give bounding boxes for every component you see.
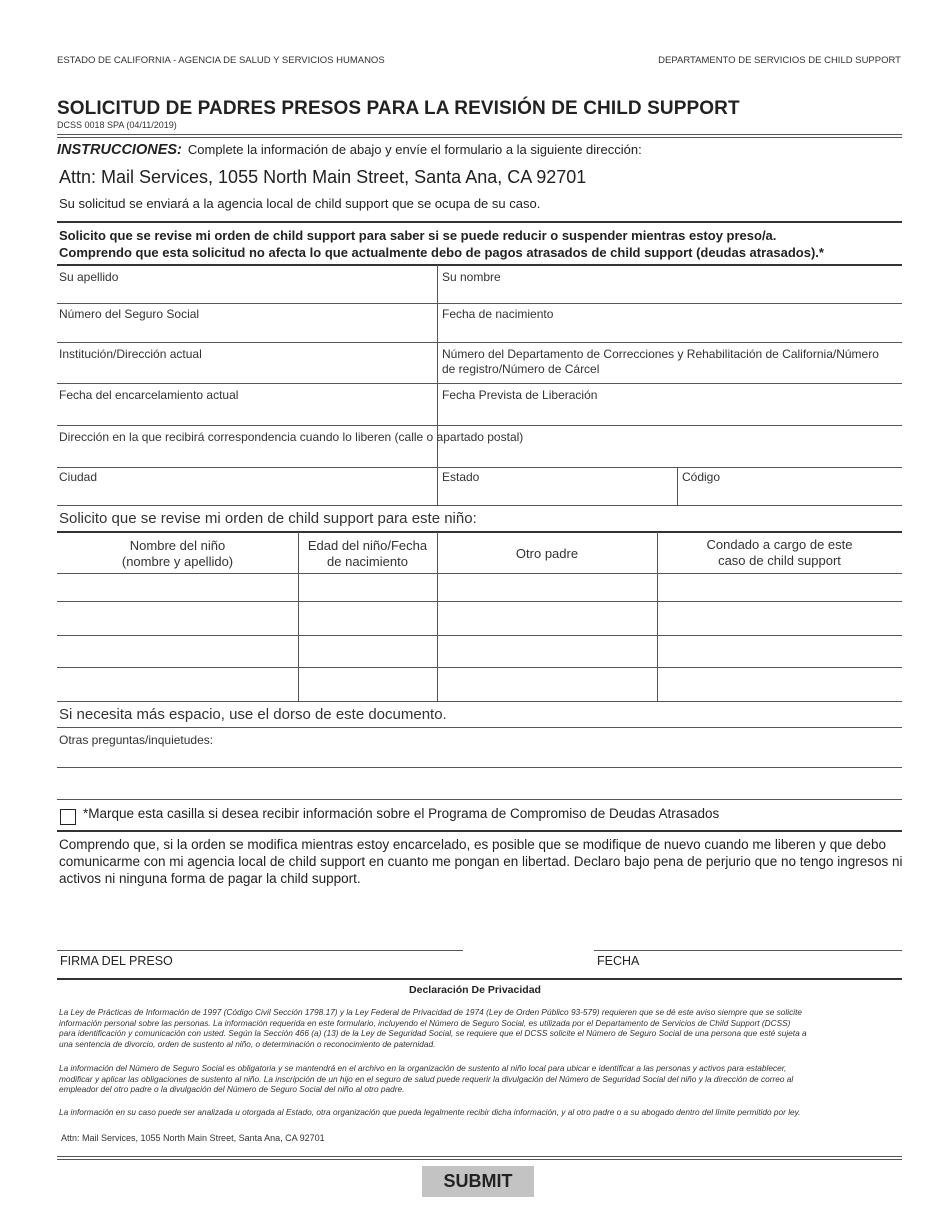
dob-field[interactable]: Fecha de nacimiento: [442, 307, 554, 321]
privacy-line: La información del Número de Seguro Social es obligatoria y se mantendrá en el archivo en la organización de sustento al niño local para ubicar e identificar a las personas y activos para establecer,: [59, 1063, 787, 1073]
row-divider: [57, 303, 902, 304]
privacy-line: una sentencia de divorcio, orden de sustento al niño, o determinación o reconocimiento de paternidad.: [59, 1038, 436, 1049]
row-divider: [57, 425, 902, 426]
table-row: [57, 667, 902, 668]
table-row: [57, 601, 902, 602]
state-field[interactable]: Estado: [442, 470, 480, 484]
arrears-program-checkbox[interactable]: [60, 809, 76, 825]
page-title: SOLICITUD DE PADRES PRESOS PARA LA REVISIÓN DE CHILD SUPPORT: [57, 98, 740, 119]
column-divider: [437, 532, 438, 702]
table-top-border: [57, 531, 902, 533]
col-child-name-1: Nombre del niño: [129, 538, 226, 553]
privacy-line: La Ley de Prácticas de Información de 1997 (Código Civil Sección 1798.17) y la Ley Federal de Privacidad de 1974 (Ley de Orden Público 93-579) requieren que se dé este aviso siempre que se solicite: [59, 1007, 803, 1017]
request-statement: [59, 227, 824, 261]
submit-button[interactable]: SUBMIT: [422, 1166, 534, 1197]
col-county-2: caso de child support: [718, 553, 841, 568]
privacy-title: Declaración De Privacidad: [409, 984, 541, 996]
column-divider: [677, 468, 678, 505]
table-row: [57, 635, 902, 636]
department-header: DEPARTAMENTO DE SERVICIOS DE CHILD SUPPORT: [658, 55, 901, 66]
privacy-line: modificar y aplicar las obligaciones de sustento al niño. La inscripción de un hijo en el seguro de salud puede requerir la divulgación del Número de Seguridad Social del niño y la dirección de correo al: [59, 1073, 794, 1084]
row-divider: [57, 467, 902, 468]
footer-address: Attn: Mail Services, 1055 North Main Street, Santa Ana, CA 92701: [61, 1133, 325, 1143]
zip-field[interactable]: Código: [682, 470, 721, 484]
instructions-text: Complete la información de abajo y envíe el formulario a la siguiente dirección:: [187, 142, 642, 157]
col-county: [657, 537, 902, 569]
divider: [57, 137, 902, 138]
column-divider: [437, 265, 438, 505]
release-date-field[interactable]: Fecha Prevista de Liberación: [442, 388, 598, 402]
date-line[interactable]: [594, 950, 902, 951]
col-child-age-2: de nacimiento: [327, 554, 408, 569]
divider: [57, 134, 902, 135]
row-divider: [57, 342, 902, 343]
mailing-address: Attn: Mail Services, 1055 North Main Street, Santa Ana, CA 92701: [59, 167, 587, 187]
column-divider: [657, 532, 658, 702]
table-row: [57, 573, 902, 574]
children-heading: Solicito que se revise mi orden de child support para este niño:: [59, 510, 477, 527]
col-other-parent: Otro padre: [515, 546, 579, 561]
divider: [57, 767, 902, 768]
privacy-line: para identificación y comunicación con usted. Según la Sección 466 (a) (13) de la Ley de Seguridad Social, se requiere que el DCSS solicite el Número de Seguro Social de una persona que esté sujeta a: [59, 1028, 807, 1039]
column-divider: [298, 532, 299, 702]
privacy-line: empleador del otro padre o la divulgación del Número de Seguro Social del niño al otro padre.: [59, 1084, 405, 1095]
instructions: [57, 142, 642, 158]
divider: [57, 830, 902, 832]
ssn-field[interactable]: Número del Seguro Social: [59, 307, 200, 321]
divider: [57, 1156, 902, 1157]
col-child-name: [57, 538, 298, 570]
table-row: [57, 701, 902, 702]
privacy-paragraph-1: [59, 1007, 904, 1049]
divider: [57, 727, 902, 728]
privacy-paragraph-2: [59, 1063, 904, 1095]
institution-field[interactable]: Institución/Dirección actual: [59, 347, 202, 361]
form-code: DCSS 0018 SPA (04/11/2019): [57, 120, 177, 130]
cdcr-label-1: Número del Departamento de Correcciones y Rehabilitación de California/Número: [442, 347, 879, 361]
request-line-1: Solicito que se revise mi orden de child support para saber si se puede reducir o suspender mientras estoy preso/a.: [59, 228, 777, 243]
divider: [57, 1159, 902, 1160]
agency-header: ESTADO DE CALIFORNIA - AGENCIA DE SALUD Y SERVICIOS HUMANOS: [57, 55, 385, 66]
checkbox-label: *Marque esta casilla si desea recibir información sobre el Programa de Compromiso de Deudas Atrasados: [83, 806, 720, 821]
signature-line[interactable]: [57, 950, 463, 951]
routing-note: Su solicitud se enviará a la agencia local de child support que se ocupa de su caso.: [59, 196, 541, 211]
col-child-age: [298, 538, 437, 570]
more-space-note: Si necesita más espacio, use el dorso de este documento.: [59, 706, 447, 723]
city-field[interactable]: Ciudad: [59, 470, 98, 484]
row-divider: [57, 505, 902, 506]
last-name-field[interactable]: Su apellido: [59, 270, 119, 284]
cdcr-label-2: de registro/Número de Cárcel: [442, 362, 600, 376]
divider: [57, 799, 902, 800]
other-questions-field[interactable]: Otras preguntas/inquietudes:: [59, 733, 214, 747]
privacy-line: información personal sobre las personas. La información requerida en este formulario, incluyendo el Número de Seguro Social, es utilizada por el Departamento de Servicios de Child Support (DCSS): [59, 1017, 791, 1028]
privacy-paragraph-3: La información en su caso puede ser analizada u otorgada al Estado, otra organización que pueda legalmente recibir dicha información, y al otro padre o a su abogado dentro del límite permitido por ley.: [59, 1107, 801, 1117]
cdcr-number-field[interactable]: [442, 347, 879, 377]
instructions-label: INSTRUCCIONES:: [57, 142, 182, 158]
release-mailing-address-field[interactable]: Dirección en la que recibirá correspondencia cuando lo liberen (calle o apartado postal): [59, 430, 524, 444]
row-divider: [57, 383, 902, 384]
declaration-text: Comprendo que, si la orden se modifica mientras estoy encarcelado, es posible que se modifique de nuevo cuando me liberen y que debo comunicarme con mi agencia local de child support en cuanto me pongan en libertad. Declaro bajo pena de perjurio que no tengo ingresos ni activos ni ninguna forma de pagar la child support.: [59, 837, 903, 886]
first-name-field[interactable]: Su nombre: [442, 270, 501, 284]
signature-label: FIRMA DEL PRESO: [60, 954, 173, 968]
date-label: FECHA: [597, 954, 640, 968]
divider: [57, 221, 902, 223]
col-child-age-1: Edad del niño/Fecha: [307, 538, 428, 553]
incarceration-date-field[interactable]: Fecha del encarcelamiento actual: [59, 388, 239, 402]
divider: [57, 978, 902, 980]
col-child-name-2: (nombre y apellido): [121, 554, 234, 569]
col-county-1: Condado a cargo de este: [706, 537, 853, 552]
divider: [57, 264, 902, 266]
request-line-2: Comprendo que esta solicitud no afecta lo que actualmente debo de pagos atrasados de child support (deudas atrasados).*: [59, 245, 824, 260]
